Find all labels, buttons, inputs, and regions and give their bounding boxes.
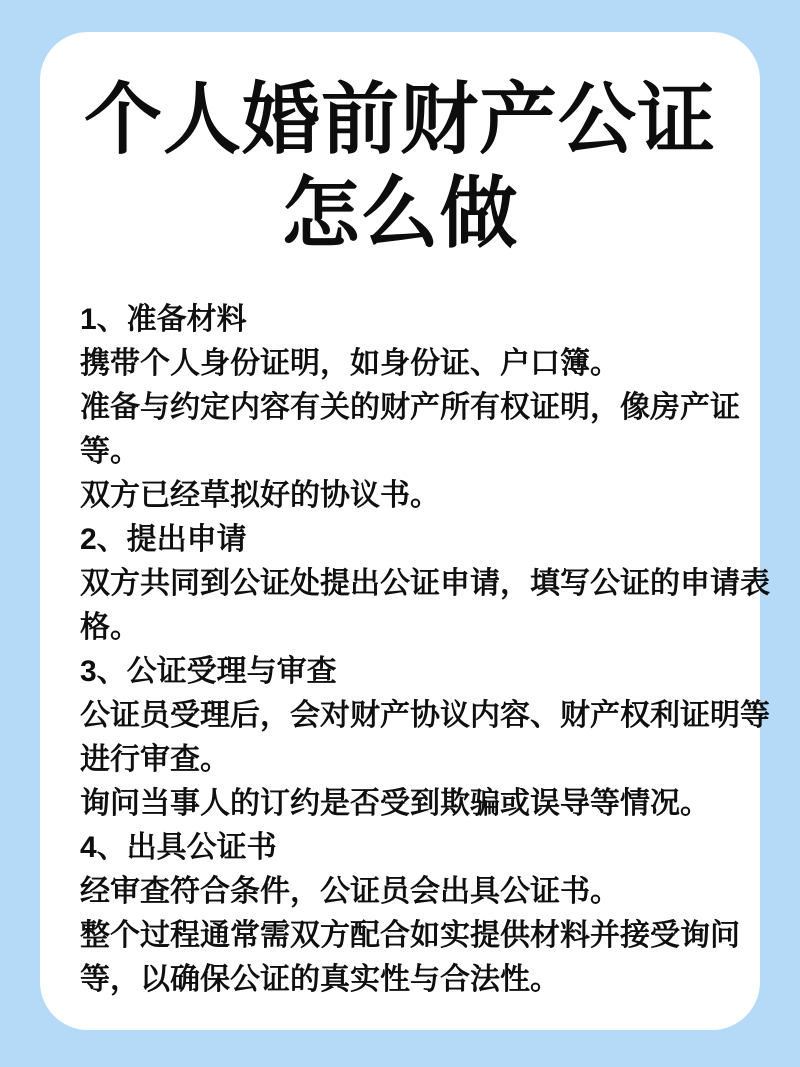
poster-title-line1: 个人婚前财产公证	[83, 75, 716, 163]
step-1-line-4: 双方已经草拟好的协议书。	[80, 479, 440, 512]
step-2-heading: 2、提出申请	[80, 523, 247, 556]
content-card	[40, 32, 770, 1030]
poster-title-line2: 怎么做	[281, 169, 519, 257]
step-3-line-2: 进行审查。	[80, 743, 230, 776]
step-1-heading: 1、准备材料	[80, 303, 247, 336]
step-2-line-1: 双方共同到公证处提出公证申请，填写公证的申请表	[80, 567, 770, 600]
step-4-line-3: 等，以确保公证的真实性与合法性。	[80, 963, 560, 996]
step-4-line-2: 整个过程通常需双方配合如实提供材料并接受询问	[80, 919, 740, 952]
step-3-heading: 3、公证受理与审查	[80, 655, 337, 688]
step-1-line-3: 等。	[80, 435, 140, 468]
step-3-line-3: 询问当事人的订约是否受到欺骗或误导等情况。	[80, 787, 710, 820]
step-4-line-1: 经审查符合条件，公证员会出具公证书。	[80, 875, 620, 908]
steps-content	[80, 298, 770, 1002]
step-1-line-2: 准备与约定内容有关的财产所有权证明，像房产证	[80, 391, 740, 424]
step-1-line-1: 携带个人身份证明，如身份证、户口簿。	[80, 347, 620, 380]
poster-title	[80, 72, 720, 260]
step-4-heading: 4、出具公证书	[80, 831, 277, 864]
step-2-line-2: 格。	[80, 611, 140, 644]
step-3-line-1: 公证员受理后，会对财产协议内容、财产权利证明等	[80, 699, 770, 732]
